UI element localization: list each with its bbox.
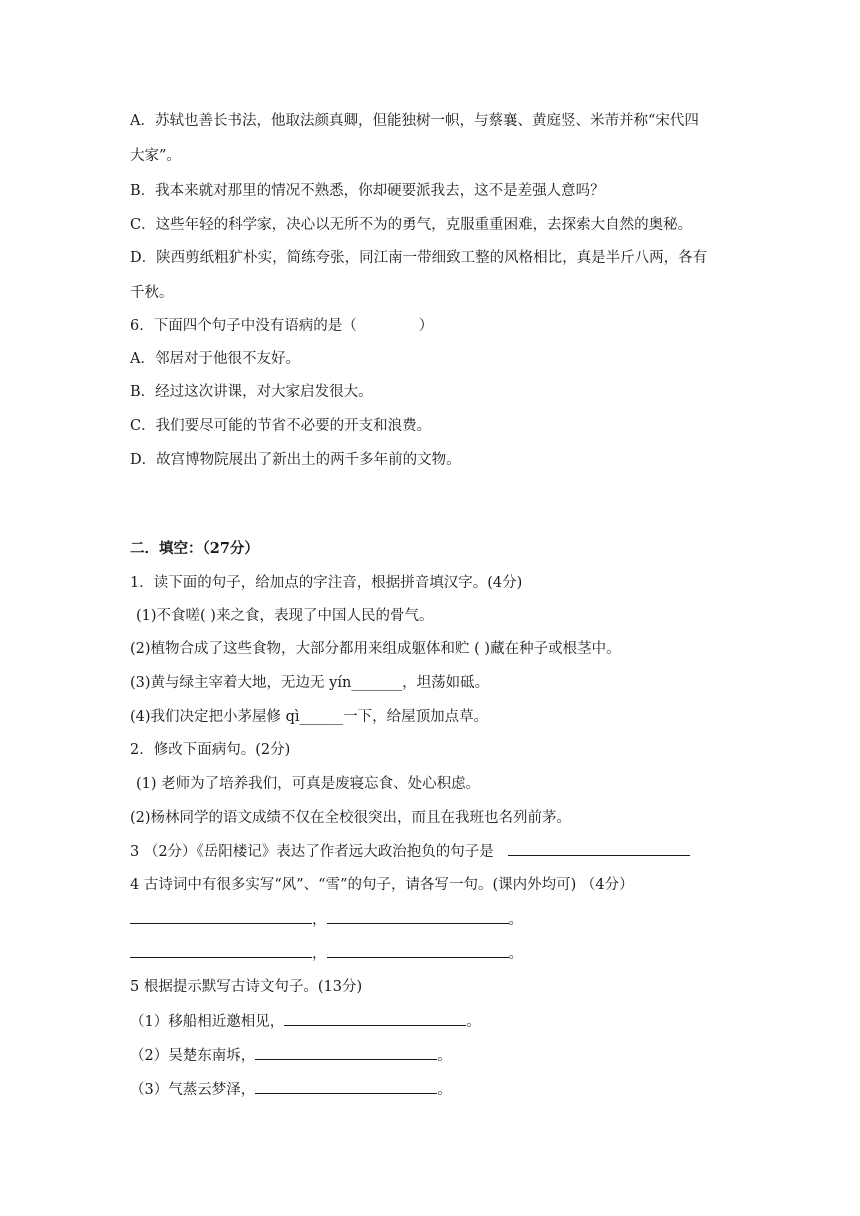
option-a-line1: A．苏轼也善长书法，他取法颜真卿，但能独树一帜，与蔡襄、黄庭竖、米芾并称“宋代四 <box>130 113 699 129</box>
q3-answer-blank[interactable] <box>508 841 690 856</box>
option-a-line2: 大家”。 <box>130 148 181 164</box>
q1-s4-blank[interactable]: ______ <box>299 709 344 725</box>
q4-blank-4[interactable] <box>327 943 509 958</box>
question-6-stem <box>130 316 433 336</box>
q5-line-2 <box>130 1045 452 1066</box>
q3-line <box>130 841 690 862</box>
q4-comma-1: ， <box>312 912 327 928</box>
q5-line-1 <box>130 1011 481 1032</box>
q4-stem: 4 古诗词中有很多实写“风”、“雪”的句子，请各写一句。(课内外均可) （4分） <box>130 877 634 893</box>
q2-sentence-1: (1) 老师为了培养我们，可真是废寝忘食、处心积虑。 <box>136 776 481 792</box>
q1-sentence-2 <box>130 639 621 659</box>
q4-answer-row-2 <box>130 943 523 964</box>
option-c: C．这些年轻的科学家，决心以无所不为的勇气，克服重重困难，去探索大自然的奥秘。 <box>130 217 693 233</box>
q4-blank-1[interactable] <box>130 909 312 924</box>
q1-sentence-3 <box>130 673 489 693</box>
q5-blank-1[interactable] <box>284 1011 466 1026</box>
q5-stem: 5 根据提示默写古诗文句子。(13分) <box>130 979 363 995</box>
q1-s4-rest: 一下，给屋顶加点草。 <box>343 709 489 725</box>
q5-period-2: 。 <box>437 1048 452 1064</box>
q1-sentence-4 <box>130 707 488 727</box>
option-b: B．我本来就对那里的情况不熟悉，你却硬要派我去，这不是差强人意吗？ <box>130 183 605 199</box>
q5-line-3 <box>130 1079 452 1100</box>
q3-text: 3 （2分）《岳阳楼记》表达了作者远大政治抱负的句子是 <box>130 844 494 860</box>
q4-period-1: 。 <box>508 912 523 928</box>
question-6-option-d: D．故宫博物院展出了新出土的两千多年前的文物。 <box>130 452 461 468</box>
q4-blank-2[interactable] <box>327 909 509 924</box>
q5-l2-text: （2）吴楚东南坼， <box>130 1048 256 1064</box>
q1-s3-blank[interactable]: _______ <box>351 675 403 691</box>
q5-period-1: 。 <box>466 1014 481 1030</box>
q1-s3-rest: ，坦荡如砥。 <box>402 675 490 691</box>
q1-sentence-1: (1)不食嗟( )来之食，表现了中国人民的骨气。 <box>136 608 434 624</box>
q4-answer-row-1 <box>130 909 523 930</box>
section-heading: 二．填空：（27分） <box>130 540 259 557</box>
q5-l1-text: （1）移船相近邀相见， <box>130 1014 285 1030</box>
q1-stem: 1．读下面的句子，给加点的字注音，根据拼音填汉字。(4分) <box>130 575 523 591</box>
question-6-option-a: A．邻居对于他很不友好。 <box>130 351 300 367</box>
q4-blank-3[interactable] <box>130 943 312 958</box>
q5-period-3: 。 <box>437 1082 452 1098</box>
q1-s3-text: (3)黄与绿主宰着大地，无边无 yín <box>130 675 352 691</box>
q2-sentence-2: (2)杨林同学的语文成绩不仅在全校很突出，而且在我班也名列前茅。 <box>130 810 572 826</box>
q5-l3-text: （3）气蒸云梦泽， <box>130 1082 256 1098</box>
dotted-char: 贮 <box>455 641 470 657</box>
q4-comma-2: ， <box>312 946 327 962</box>
question-6-stem-close: ） <box>418 318 434 334</box>
q1-s2-text: (2)植物合成了这些食物，大部分都用来组成躯体和 <box>130 641 456 657</box>
question-6-stem-text: 6．下面四个句子中没有语病的是（ <box>130 318 357 334</box>
q1-s2-rest: ( )藏在种子或根茎中。 <box>469 641 621 657</box>
option-d-line1: D．陕西剪纸粗犷朴实，简练夸张，同江南一带细致工整的风格相比，真是半斤八两，各有 <box>130 250 708 266</box>
q4-period-2: 。 <box>508 946 523 962</box>
q5-blank-3[interactable] <box>255 1079 437 1094</box>
q5-blank-2[interactable] <box>255 1045 437 1060</box>
question-6-option-c: C．我们要尽可能的节省不必要的开支和浪费。 <box>130 418 432 434</box>
question-6-option-b: B．经过这次讲课，对大家启发很大。 <box>130 384 373 400</box>
q1-s4-text: (4)我们决定把小茅屋修 qì <box>130 709 300 725</box>
option-d-line2: 千秋。 <box>130 285 174 301</box>
q2-stem: 2．修改下面病句。(2分) <box>130 742 291 758</box>
